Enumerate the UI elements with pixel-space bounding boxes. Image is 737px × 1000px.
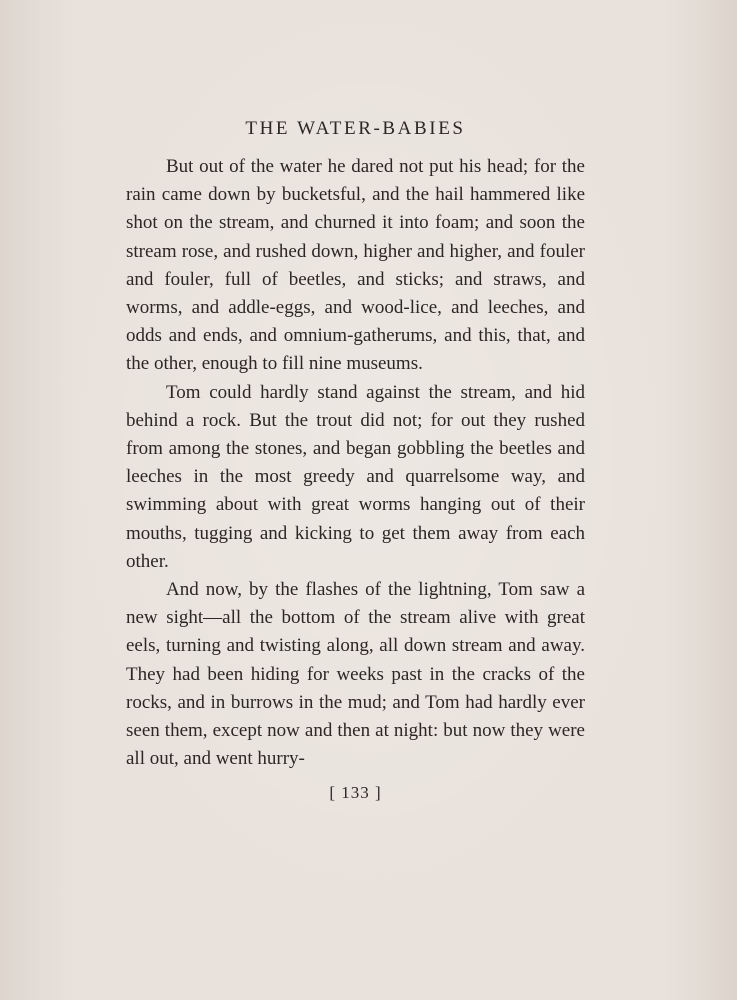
running-head: THE WATER-BABIES (245, 118, 466, 139)
page-text-block (126, 113, 585, 805)
page-number: [ 133 ] (329, 783, 382, 803)
paragraph-3: And now, by the flashes of the lightning, Tom saw a new sight—all the bottom of the stream alive with great eels, turning and twisting along, all down stream and away. They had been hiding for weeks past in the cracks of the rocks, and in burrows in the mud; and Tom had hardly ever seen them, except now and then at night: but now they were all out, and went hurry- (126, 579, 585, 770)
paragraph-2: Tom could hardly stand against the stream, and hid behind a rock. But the trout did not; for out they rushed from among the stones, and began gobbling the beetles and leeches in the most greedy and quarrelsome way, and swimming about with great worms hanging out of their mouths, tugging and kicking to get them away from each other. (126, 381, 585, 572)
paragraph-1: But out of the water he dared not put his head; for the rain came down by bucketsful, and the hail hammered like shot on the stream, and churned it into foam; and soon the stream rose, and rushed down, higher and higher, and fouler and fouler, full of beetles, and sticks; and straws, and worms, and addle-eggs, and wood-lice, and leeches, and odds and ends, and omnium-gatherums, and this, that, and the other, enough to fill nine museums. (126, 156, 585, 375)
